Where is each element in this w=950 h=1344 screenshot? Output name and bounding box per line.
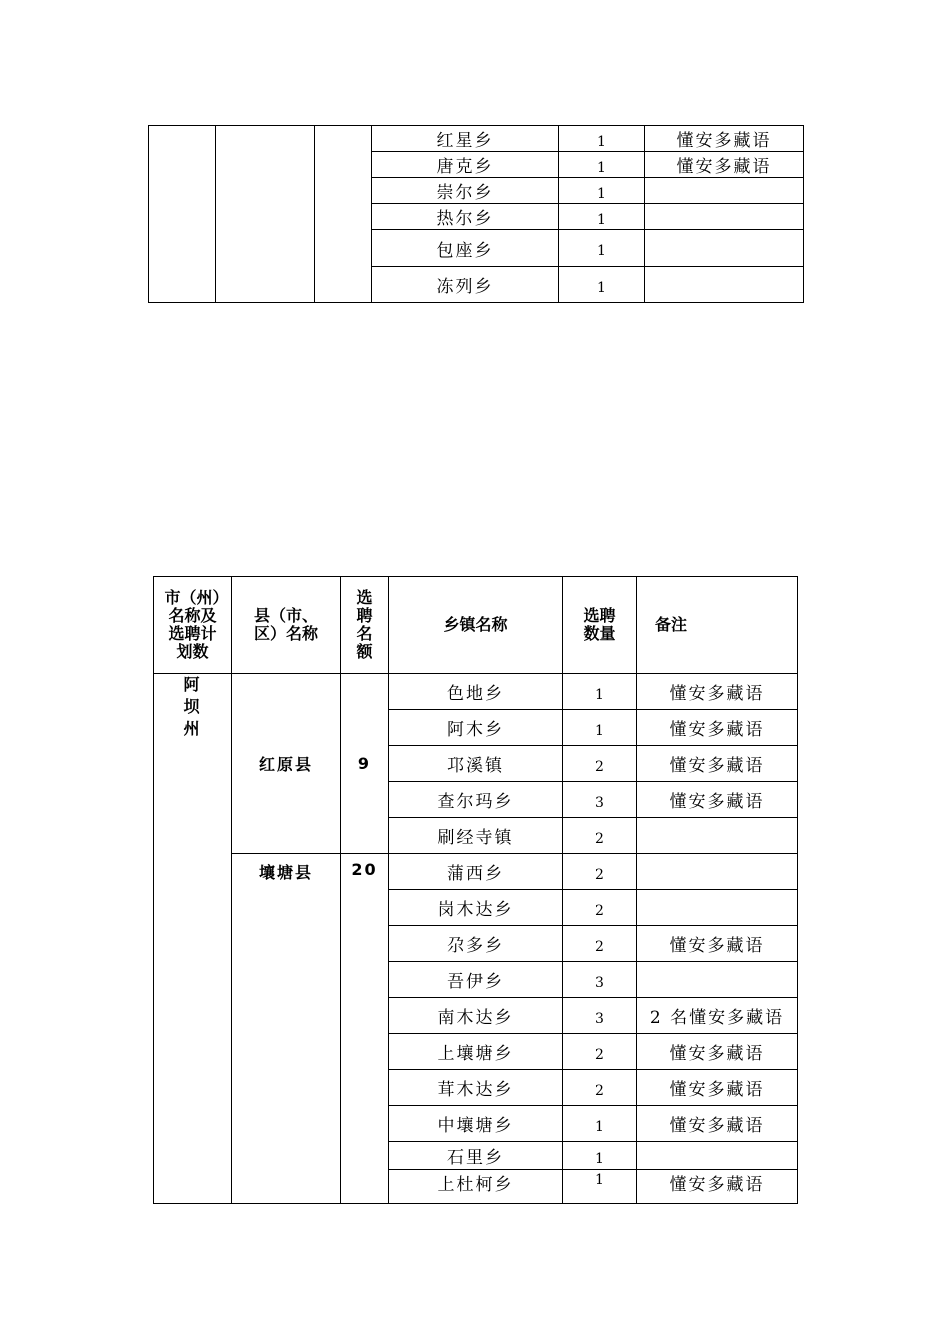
note-cell (637, 962, 798, 998)
count-cell: 1 (559, 126, 645, 152)
town-cell: 上杜柯乡 (389, 1170, 563, 1204)
header-quota: 选聘名额 (341, 577, 389, 674)
note-cell: 懂安多藏语 (637, 674, 798, 710)
header-town: 乡镇名称 (389, 577, 563, 674)
count-cell: 1 (559, 267, 645, 303)
count-cell: 1 (559, 178, 645, 204)
table-row (149, 126, 804, 152)
table-row (154, 674, 798, 710)
header-count: 选聘数量 (563, 577, 637, 674)
count-cell: 2 (563, 890, 637, 926)
county-cell: 红原县 (232, 674, 341, 854)
town-cell: 热尔乡 (372, 204, 559, 230)
town-cell: 蒲西乡 (389, 854, 563, 890)
town-cell: 吾伊乡 (389, 962, 563, 998)
header-note: 备注 (637, 577, 798, 674)
town-cell: 冻列乡 (372, 267, 559, 303)
count-cell: 2 (563, 818, 637, 854)
note-cell: 懂安多藏语 (637, 746, 798, 782)
town-cell: 阿木乡 (389, 710, 563, 746)
empty-cell (216, 126, 315, 303)
note-cell: 懂安多藏语 (637, 1106, 798, 1142)
county-cell: 壤塘县 (232, 854, 341, 1204)
note-cell (637, 890, 798, 926)
note-cell: 懂安多藏语 (637, 1170, 798, 1204)
header-county: 县（市、区）名称 (232, 577, 341, 674)
count-cell: 2 (563, 746, 637, 782)
note-cell (645, 267, 804, 303)
town-cell: 包座乡 (372, 230, 559, 267)
note-cell (637, 854, 798, 890)
count-cell: 2 (563, 926, 637, 962)
count-cell: 2 (563, 1034, 637, 1070)
note-cell: 懂安多藏语 (645, 126, 804, 152)
quota-cell: 20 (341, 854, 389, 1204)
count-cell: 1 (559, 204, 645, 230)
note-cell: 懂安多藏语 (645, 152, 804, 178)
town-cell: 中壤塘乡 (389, 1106, 563, 1142)
note-cell: 2 名懂安多藏语 (637, 998, 798, 1034)
empty-cell (149, 126, 216, 303)
town-cell: 邛溪镇 (389, 746, 563, 782)
count-cell: 3 (563, 962, 637, 998)
town-cell: 查尔玛乡 (389, 782, 563, 818)
quota-cell: 9 (341, 674, 389, 854)
note-cell (637, 1142, 798, 1170)
town-cell: 崇尔乡 (372, 178, 559, 204)
town-cell: 红星乡 (372, 126, 559, 152)
note-cell (637, 818, 798, 854)
town-cell: 色地乡 (389, 674, 563, 710)
town-cell: 上壤塘乡 (389, 1034, 563, 1070)
top-table (148, 125, 804, 303)
count-cell: 1 (563, 710, 637, 746)
town-cell: 茸木达乡 (389, 1070, 563, 1106)
count-cell: 2 (563, 1070, 637, 1106)
count-cell: 1 (563, 674, 637, 710)
count-cell: 2 (563, 854, 637, 890)
count-cell: 3 (563, 998, 637, 1034)
count-cell: 1 (563, 1106, 637, 1142)
header-city: 市（州）名称及选聘计划数 (154, 577, 232, 674)
note-cell: 懂安多藏语 (637, 1034, 798, 1070)
count-cell: 1 (563, 1170, 637, 1204)
main-table (153, 576, 798, 1204)
header-row (154, 577, 798, 674)
count-cell: 1 (563, 1142, 637, 1170)
town-cell: 尕多乡 (389, 926, 563, 962)
note-cell: 懂安多藏语 (637, 926, 798, 962)
town-cell: 石里乡 (389, 1142, 563, 1170)
count-cell: 1 (559, 230, 645, 267)
count-cell: 3 (563, 782, 637, 818)
town-cell: 唐克乡 (372, 152, 559, 178)
note-cell (645, 178, 804, 204)
note-cell: 懂安多藏语 (637, 782, 798, 818)
note-cell: 懂安多藏语 (637, 1070, 798, 1106)
note-cell (645, 230, 804, 267)
city-cell: 阿坝州 (154, 674, 232, 1204)
table-row (154, 854, 798, 890)
count-cell: 1 (559, 152, 645, 178)
note-cell: 懂安多藏语 (637, 710, 798, 746)
town-cell: 刷经寺镇 (389, 818, 563, 854)
empty-cell (315, 126, 372, 303)
note-cell (645, 204, 804, 230)
town-cell: 岗木达乡 (389, 890, 563, 926)
town-cell: 南木达乡 (389, 998, 563, 1034)
